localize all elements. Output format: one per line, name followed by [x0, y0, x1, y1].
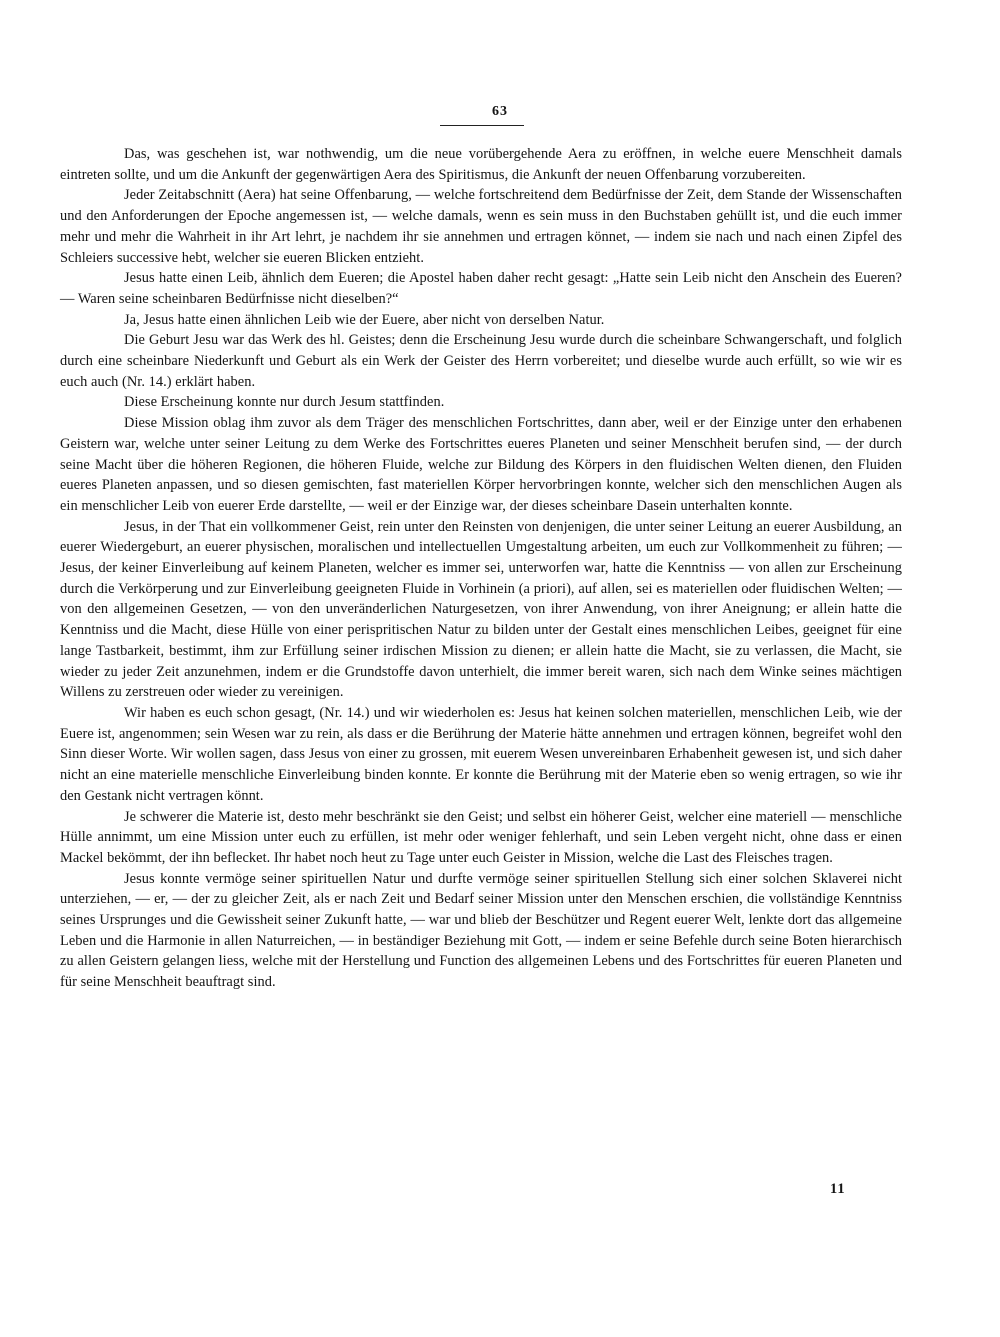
paragraph-11: Jesus konnte vermöge seiner spirituellen Natur und durfte vermöge seiner spirituellen Stellung sich einer solchen Sklaverei nicht unterziehen, — er, — der zu gleicher Zeit, als er nach Zeit und Bedarf seiner Mission unter den Menschen erschien, die vollständige Kenntniss seines Ursprunges und die Gewissheit seiner Zukunft hatte, — war und blieb der Beschützer und Regent euerer Welt, lenkte dort das allgemeine Leben und die Harmonie in allen Naturreichen, — in beständiger Beziehung mit Gott, — indem er seine Befehle durch seine Boten hierarchisch zu allen Geistern gelangen liess, welche mit der Herstellung und Function des allgemeinen Lebens und des Fortschrittes für eueren Planeten und für seine Menschheit beauftragt sind.: [60, 870, 902, 991]
paragraph-9: Wir haben es euch schon gesagt, (Nr. 14.) und wir wiederholen es: Jesus hat keinen solchen materiellen, menschlichen Leib, wie der Euere ist, angenommen; sein Wesen war zu rein, als dass er die Berührung der Materie hätte annehmen und ertragen können, begreifet wohl den Sinn dieser Worte. Wir wollen sagen, dass Jesus von einer zu grossen, mit euerem Wesen unvereinbaren Erhabenheit gewesen ist, und sich daher nicht an eine materielle menschliche Einverleibung binden konnte. Er konnte die Berührung mit der Materie eben so wenig ertragen, so wie ihr den Gestank nicht vertragen könnt.: [60, 704, 902, 804]
printer-signature: 11: [830, 1181, 846, 1197]
paragraph-8: Jesus, in der That ein vollkommener Geist, rein unter den Reinsten von denjenigen, die unter seiner Leitung an euerer Ausbildung, an euerer Wiedergeburt, an euerer physischen, moralischen und intellectuellen Umgestaltung arbeiten, um euch zur Vollkommenheit zu führen; — Jesus, der keiner Einverleibung auf keinem Planeten, welcher es immer sei, unterworfen war, hatte die Kenntniss — von allen zur Erscheinung durch die Verkörperung und zur Einverleibung geeigneten Fluide in Vorhinein (a priori), auf allen, sei es materiellen oder fluidischen Welten; — von den allgemeinen Gesetzen, — von den unveränderlichen Naturgesetzen, von ihrer Anwendung, von ihrer Aneignung; er allein hatte die Kenntniss und die Macht, diese Hülle von einer perispritischen Natur zu bilden unter der Gestalt eines menschlichen Leibes, geeignet für eine lange Tastbarkeit, bestimmt, ihm zur Erfüllung seiner irdischen Mission zu dienen; er allein hatte die Macht, sie zu verlassen, die Macht, sie wieder zu jeder Zeit anzunehmen, indem er die Grundstoffe davon unterhielt, die immer bereit waren, sich nach dem Winke seines mächtigen Willens zu zerstreuen oder wieder zu vereinigen.: [60, 518, 902, 701]
paragraph-3: Jesus hatte einen Leib, ähnlich dem Eueren; die Apostel haben daher recht gesagt: „Hatte sein Leib nicht den Anschein des Eueren? — Waren seine scheinbaren Bedürfnisse nicht dieselben?“: [60, 270, 902, 307]
paragraph-1: Das, was geschehen ist, war nothwendig, um die neue vorübergehende Aera zu eröffnen, in welche euere Menschheit damals eintreten sollte, und um die Ankunft der gegenwärtigen Aera des Spiritismus, die Ankunft der neuen Offenbarung vorzubereiten.: [60, 146, 902, 183]
paragraph-10: Je schwerer die Materie ist, desto mehr beschränkt sie den Geist; und selbst ein höherer Geist, welcher eine materiell — menschliche Hülle annimmt, um eine Mission unter euch zu erfüllen, ist mehr oder weniger fehlerhaft, und sein Leben vergeht nicht, ohne dass er einen Mackel bekömmt, der ihn beflecket. Ihr habet noch heut zu Tage unter euch Geister in Mission, welche die Last des Fleisches tragen.: [60, 808, 902, 866]
paragraph-6: Diese Erscheinung konnte nur durch Jesum stattfinden.: [124, 394, 445, 411]
paragraph-4: Ja, Jesus hatte einen ähnlichen Leib wie der Euere, aber nicht von derselben Natur.: [124, 311, 605, 328]
body-text: [60, 144, 902, 993]
paragraph-5: Die Geburt Jesu war das Werk des hl. Geistes; denn die Erscheinung Jesu wurde durch die scheinbare Schwangerschaft, und folglich durch eine scheinbare Niederkunft und Geburt als ein Werk der Geister des Herrn vorbereitet; und dieselbe wurde auch erfüllt, so wie wir es euch auch (Nr. 14.) erklärt haben.: [60, 332, 902, 390]
page-number: 63: [492, 104, 508, 119]
paragraph-2: Jeder Zeitabschnitt (Aera) hat seine Offenbarung, — welche fortschreitend dem Bedürfnisse der Zeit, dem Stande der Wissenschaften und den Anforderungen der Epoche angemessen ist, — welche damals, wenn es sein muss in den Buchstaben gehüllt ist, und die euch immer mehr und mehr die Wahrheit in ihr Art lehrt, je nachdem ihr sie annehmen und ertragen könnet, — indem sie nach und nach einen Zipfel des Schleiers successive hebt, welcher sie eueren Blicken entzieht.: [60, 187, 902, 266]
paragraph-7: Diese Mission oblag ihm zuvor als dem Träger des menschlichen Fortschrittes, dann aber, weil er der Einzige unter den erhabenen Geistern war, welche unter seiner Leitung zu dem Werke des Fortschrittes eueres Planeten und seiner Menschheit berufen sind, — der durch seine Macht über die höheren Regionen, die höheren Fluide, welche zur Bildung des Körpers in den fluidischen Welten dienen, den Fluiden eueres Planeten anpassen, und so diesen gemischten, fast materiellen Körper hervorbringen konnte, welcher sich den menschlichen Augen als ein menschlicher Leib von euerer Erde darstellte, — weil er der Einzige war, der dieses scheinbare Dasein unterhalten konnte.: [60, 415, 902, 514]
header-rule: [440, 125, 524, 126]
